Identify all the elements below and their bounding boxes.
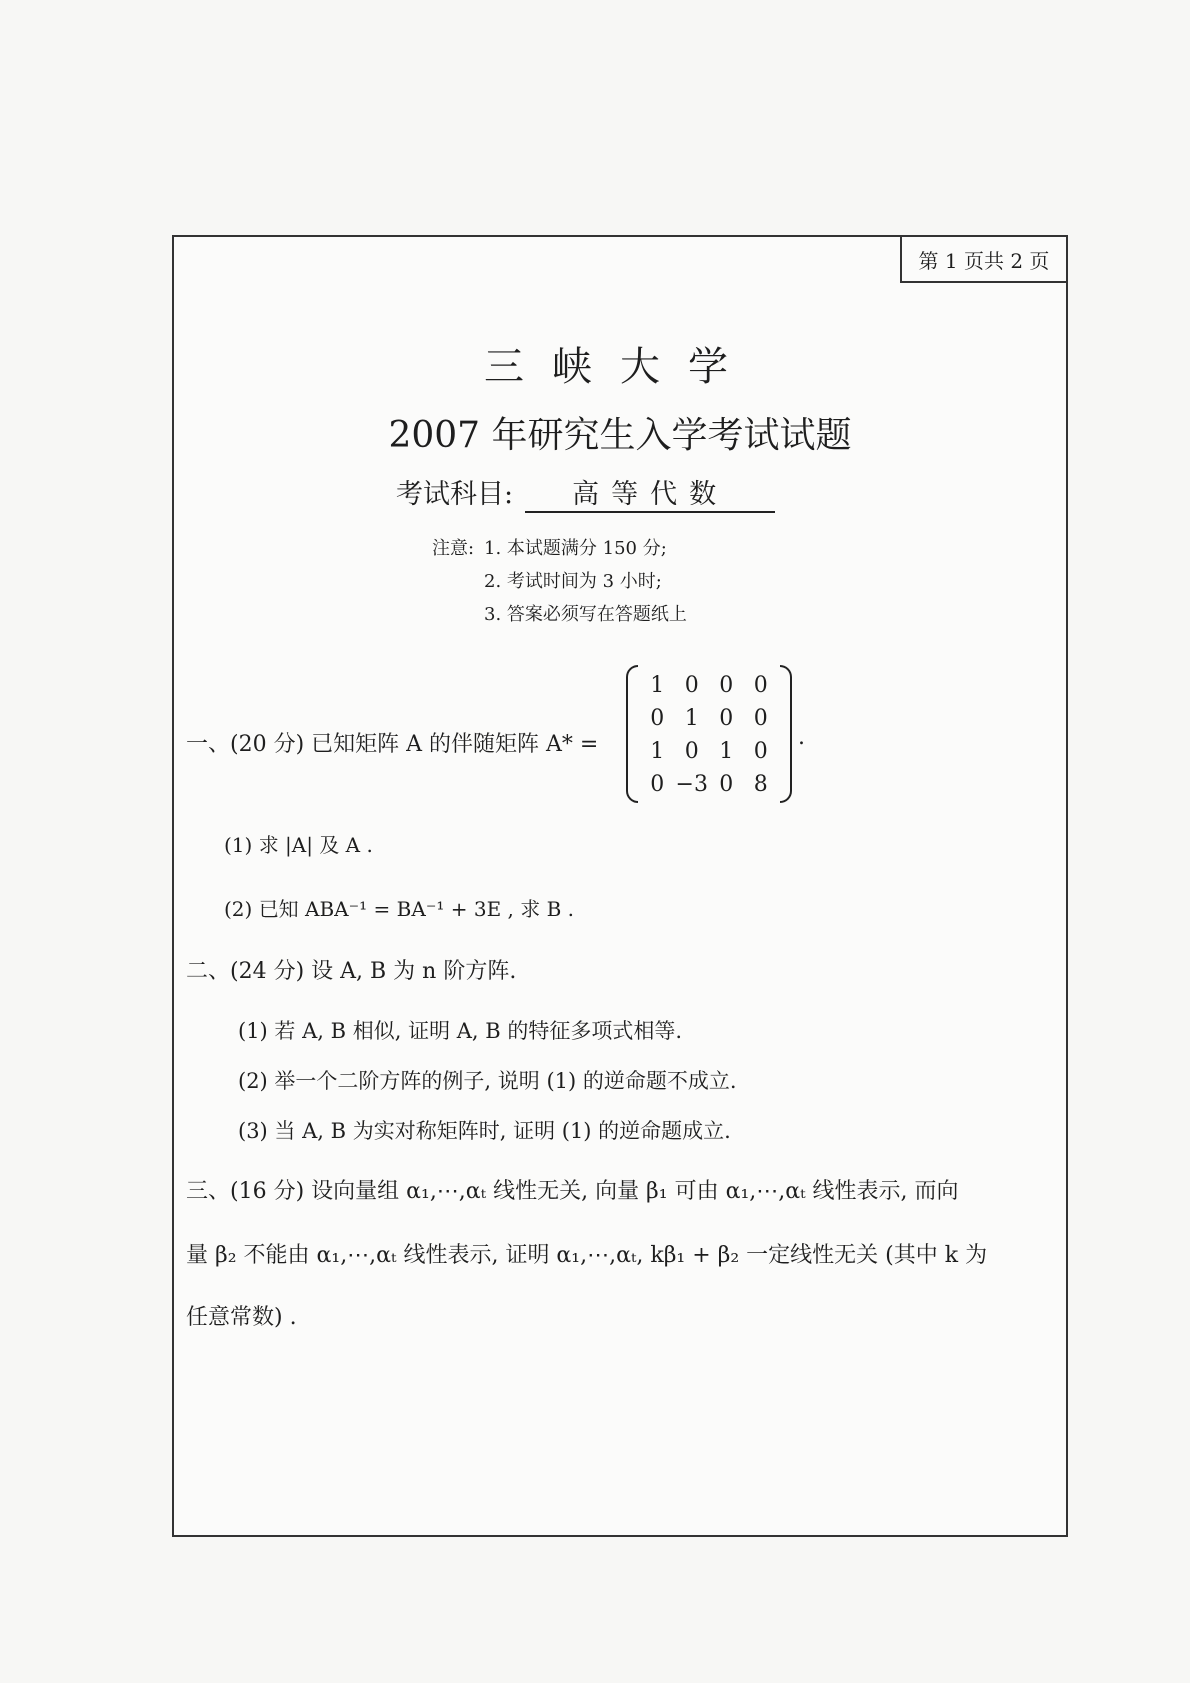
question-3-line-2: 量 β₂ 不能由 α₁,⋯,αₜ 线性表示, 证明 α₁,⋯,αₜ, kβ₁ + β₂ 一定线性无关 (其中 k 为: [186, 1243, 988, 1268]
matrix-right-bracket: [780, 665, 792, 803]
question-2-part-2: (2) 举一个二阶方阵的例子, 说明 (1) 的逆命题不成立.: [238, 1069, 737, 1093]
question-2-part-3: (3) 当 A, B 为实对称矩阵时, 证明 (1) 的逆命题成立.: [238, 1119, 731, 1143]
matrix-cell: 0: [650, 706, 665, 731]
exam-page-frame: [172, 235, 1068, 1537]
subject-row: [396, 472, 775, 513]
question-3-line-1: 三、(16 分) 设向量组 α₁,⋯,αₜ 线性无关, 向量 β₁ 可由 α₁,⋯,αₜ 线性表示, 而向: [186, 1179, 959, 1204]
exam-title: 2007 年研究生入学考试试题: [388, 415, 852, 456]
note-item-3: 3. 答案必须写在答题纸上: [484, 604, 687, 625]
matrix-left-bracket: [626, 665, 638, 803]
matrix-cell: 0: [650, 772, 665, 797]
matrix-cell: 8: [753, 772, 768, 797]
notes-label: 注意:: [432, 538, 475, 559]
page-indicator: [900, 235, 1068, 283]
matrix-cell: 0: [753, 739, 768, 764]
question-1-period: .: [798, 725, 805, 750]
matrix-cells: [640, 669, 778, 801]
notes-block: [432, 532, 687, 631]
matrix-cell: 0: [684, 739, 699, 764]
matrix-cell: 1: [684, 706, 699, 731]
page-indicator-text: 第 1 页共 2 页: [918, 248, 1050, 273]
question-2-stem: 二、(24 分) 设 A, B 为 n 阶方阵.: [186, 959, 517, 984]
matrix-cell: 1: [650, 739, 665, 764]
university-name: 三峡大学: [484, 344, 756, 390]
question-1-stem: 一、(20 分) 已知矩阵 A 的伴随矩阵 A* =: [186, 732, 599, 757]
note-item-2: 2. 考试时间为 3 小时;: [484, 571, 662, 592]
matrix-cell: −3: [675, 772, 708, 797]
question-3-line-3: 任意常数) .: [186, 1305, 297, 1330]
question-1-part-1: (1) 求 |A| 及 A .: [224, 833, 373, 857]
matrix-cell: 0: [684, 673, 699, 698]
subject-label: 考试科目:: [396, 479, 514, 510]
matrix-cell: 1: [719, 739, 734, 764]
question-2-part-1: (1) 若 A, B 相似, 证明 A, B 的特征多项式相等.: [238, 1019, 683, 1043]
note-item-1: 1. 本试题满分 150 分;: [484, 538, 667, 559]
matrix-cell: 0: [719, 772, 734, 797]
matrix-cell: 0: [719, 673, 734, 698]
question-1-part-2: (2) 已知 ABA⁻¹ = BA⁻¹ + 3E , 求 B .: [224, 897, 575, 921]
matrix-cell: 0: [719, 706, 734, 731]
matrix-cell: 0: [753, 673, 768, 698]
matrix-cell: 0: [753, 706, 768, 731]
subject-value: 高等代数: [525, 472, 775, 513]
matrix-cell: 1: [650, 673, 665, 698]
adjugate-matrix: [626, 665, 792, 805]
